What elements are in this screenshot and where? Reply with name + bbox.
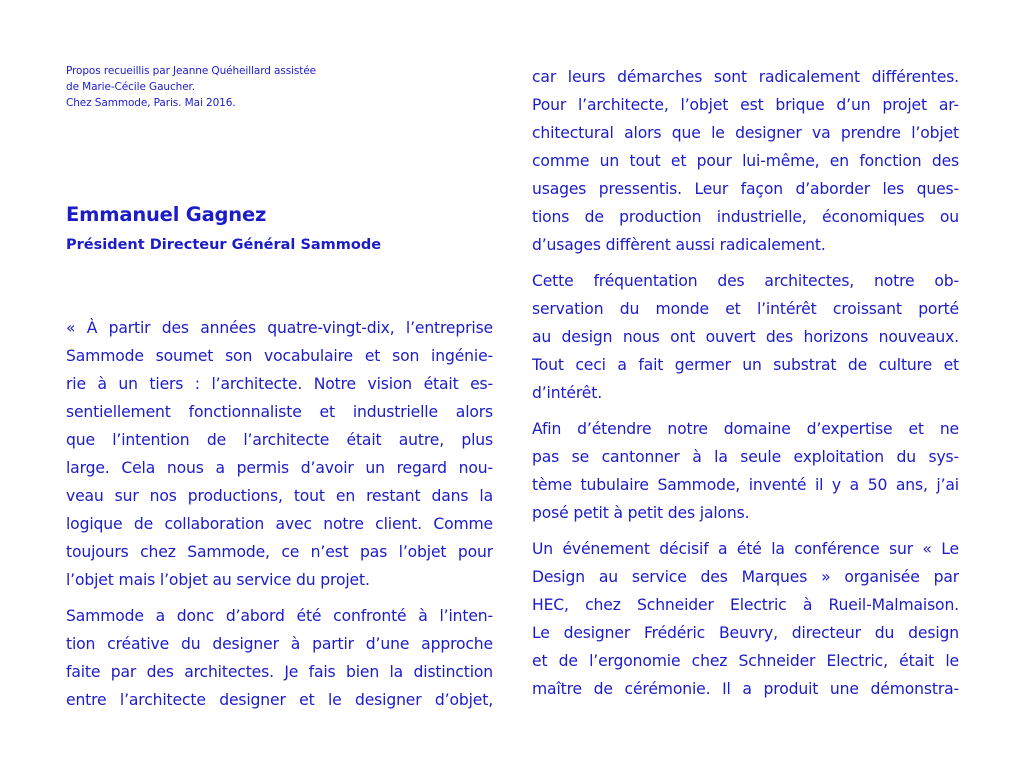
credits-line: de Marie-Cécile Gaucher. [66, 81, 196, 93]
credits-line: Propos recueillis par Jeanne Quéheillard assistée [66, 65, 317, 77]
text-line: entre l’architecte designer et le designer d’objet, [66, 691, 493, 709]
text-line: faite par des architectes. Je fais bien la distinction [66, 663, 493, 681]
right-text-column [532, 63, 959, 703]
text-line: Tout ceci a fait germer un substrat de culture et [532, 356, 959, 374]
paragraph [532, 415, 959, 527]
text-line: tion créative du designer à partir d’une approche [66, 635, 493, 653]
text-line: car leurs démarches sont radicalement différentes. [532, 68, 959, 86]
text-line: Sammode soumet son vocabulaire et son ingénie- [66, 347, 493, 365]
text-line: posé petit à petit des jalons. [532, 504, 750, 522]
paragraph [532, 63, 959, 259]
text-line: Design au service des Marques » organisée par [532, 568, 959, 586]
text-line: logique de collaboration avec notre client. Comme [66, 515, 493, 533]
text-line: « À partir des années quatre-vingt-dix, l’entreprise [66, 319, 493, 337]
text-line: au design nous ont ouvert des horizons nouveaux. [532, 328, 959, 346]
left-text-column [66, 314, 493, 714]
text-line: sentiellement fonctionnaliste et industrielle alors [66, 403, 493, 421]
paragraph [532, 535, 959, 703]
text-line: HEC, chez Schneider Electric à Rueil-Malmaison. [532, 596, 959, 614]
text-line: comme un tout et pour lui-même, en fonction des [532, 152, 959, 170]
text-line: Afin d’étendre notre domaine d’expertise et ne [532, 420, 959, 438]
text-line: maître de cérémonie. Il a produit une démonstra- [532, 680, 959, 698]
text-line: Sammode a donc d’abord été confronté à l’inten- [66, 607, 493, 625]
interviewee-name: Emmanuel Gagnez [66, 203, 267, 226]
paragraph [66, 314, 493, 594]
text-line: usages pressentis. Leur façon d’aborder les ques- [532, 180, 959, 198]
text-line: tions de production industrielle, économiques ou [532, 208, 959, 226]
paragraph [66, 602, 493, 714]
interview-credits [66, 63, 386, 111]
text-line: l’objet mais l’objet au service du projet. [66, 571, 370, 589]
text-line: d’intérêt. [532, 384, 603, 402]
text-line: et de l’ergonomie chez Schneider Electric, était le [532, 652, 959, 670]
text-line: rie à un tiers : l’architecte. Notre vision était es- [66, 375, 493, 393]
text-line: large. Cela nous a permis d’avoir un regard nou- [66, 459, 493, 477]
text-line: toujours chez Sammode, ce n’est pas l’objet pour [66, 543, 493, 561]
text-line: que l’intention de l’architecte était autre, plus [66, 431, 493, 449]
text-line: d’usages diffèrent aussi radicalement. [532, 236, 826, 254]
credits-line: Chez Sammode, Paris. Mai 2016. [66, 97, 236, 109]
interviewee-role: Président Directeur Général Sammode [66, 237, 382, 253]
text-line: chitectural alors que le designer va prendre l’objet [532, 124, 959, 142]
text-line: Le designer Frédéric Beuvry, directeur du design [532, 624, 959, 642]
text-line: tème tubulaire Sammode, inventé il y a 50 ans, j’ai [532, 476, 959, 494]
text-line: pas se cantonner à la seule exploitation du sys- [532, 448, 959, 466]
paragraph [532, 267, 959, 407]
text-line: servation du monde et l’intérêt croissant porté [532, 300, 959, 318]
text-line: Cette fréquentation des architectes, notre ob- [532, 272, 959, 290]
text-line: veau sur nos productions, tout en restant dans la [66, 487, 493, 505]
text-line: Un événement décisif a été la conférence sur « Le [532, 540, 959, 558]
text-line: Pour l’architecte, l’objet est brique d’un projet ar- [532, 96, 959, 114]
